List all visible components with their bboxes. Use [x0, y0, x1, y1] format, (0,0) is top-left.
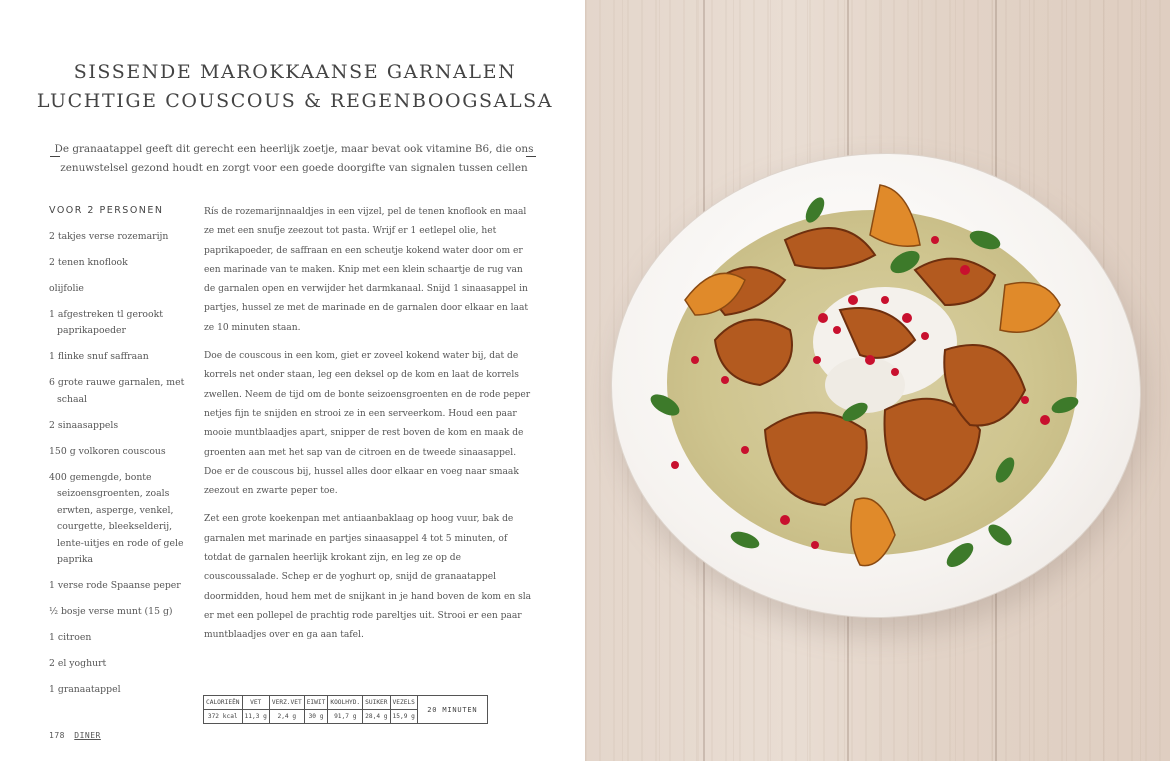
plated-prawn-couscous-icon	[585, 0, 1170, 761]
nutrition-value: 15,9 g	[390, 710, 417, 724]
ingredient-item: 1 granaatappel	[49, 684, 121, 695]
nutrition-header: VERZ.VET	[269, 696, 304, 710]
ingredient-item: ½ bosje verse munt (15 g)	[49, 606, 173, 617]
nutrition-value: 2,4 g	[269, 710, 304, 724]
nutrition-header: SUIKER	[363, 696, 390, 710]
ingredient-item: 6 grote rauwe garnalen, met schaal	[49, 377, 185, 405]
ingredient-item: 2 tenen knoflook	[49, 256, 128, 268]
ingredient-item: 1 verse rode Spaanse peper	[49, 580, 181, 591]
method-step-2: Doe de couscous in een kom, giet er zoveel kokend water bij, dat de korrels net onder staan, leg een deksel op de kom en laat de korrels zwellen. Neem de tijd om de bonte seizoensgroenten en de rode peper netjes fijn te snijden en strooi ze in een serveerkom. Houd een paar mooie muntblaadjes apart, snipper de rest boven de kom en maak de groenten aan met het sap van de citroen en de tweede sinaasappel. Doe er de couscous bij, hussel alles door elkaar en voeg naar smaak zeezout en zwarte peper toe.	[204, 351, 531, 497]
servings-heading: VOOR 2 PERSONEN	[49, 205, 164, 216]
title-line-2: LUCHTIGE COUSCOUS & REGENBOOGSALSA	[36, 90, 554, 112]
intro-dash-right	[526, 156, 536, 157]
ingredient-item: 2 el yoghurt	[49, 658, 107, 669]
ingredient-item: 1 citroen	[49, 632, 92, 643]
nutrition-table	[203, 695, 488, 724]
cooking-time: 20 MINUTEN	[417, 696, 487, 724]
ingredient-item: 150 g volkoren couscous	[49, 445, 166, 457]
nutrition-value: 11,3 g	[242, 710, 269, 724]
nutrition-header-row	[204, 696, 488, 710]
nutrition-header: CALORIEËN	[204, 696, 243, 710]
ingredient-list	[49, 203, 194, 708]
section-name: DINER	[74, 731, 101, 740]
ingredient-item: 1 afgestreken tl gerookt paprikapoeder	[49, 308, 163, 336]
ingredient-item: olijfolie	[49, 282, 84, 294]
method-step-1: Rís de rozemarijnnaaldjes in een vijzel, pel de tenen knoflook en maal ze met een snufje zeezout tot pasta. Wrijf er 1 eetlepel olie, het paprikapoeder, de saffraan en een scheutje kokend water door om er een marinade van te maken. Knip met een klein schaartje de rug van de garnalen open en verwijder het darmkanaal. Snijd 1 sinaasappel in partjes, hussel ze met de marinade en de garnalen door elkaar en laat ze 10 minuten staan.	[204, 207, 529, 333]
nutrition-value: 372 kcal	[204, 710, 243, 724]
ingredient-item: 2 takjes verse rozemarijn	[49, 230, 169, 242]
nutrition-header: VEZELS	[390, 696, 417, 710]
intro-line-2: zenuwstelsel gezond houdt en zorgt voor een goede doorgifte van signalen tussen cellen	[60, 162, 528, 174]
nutrition-header: KOOLHYD.	[328, 696, 363, 710]
nutrition-header: EIWIT	[304, 696, 328, 710]
intro-line-1: De granaatappel geeft dit gerecht een heerlijk zoetje, maar bevat ook vitamine B6, die ons	[54, 143, 534, 155]
ingredient-item: 1 flinke snuf saffraan	[49, 351, 149, 362]
page-number: 178	[49, 731, 65, 740]
recipe-title	[30, 58, 560, 116]
nutrition-value: 91,7 g	[328, 710, 363, 724]
method-step-3: Zet een grote koekenpan met antiaanbaklaag op hoog vuur, bak de garnalen met marinade en partjes sinaasappel 4 tot 5 minuten, of totdat de garnalen heerlijk krokant zijn, en leg ze op de couscoussalade. Schep er de yoghurt op, snijd de granaatappel doormidden, houd hem met de snijkant in je hand boven de kom en sla er met een pollepel de prachtig rode pareltjes uit. Strooi er een paar muntblaadjes over en ga aan tafel.	[204, 514, 532, 641]
nutrition-header: VET	[242, 696, 269, 710]
intro-dash-left	[50, 156, 60, 157]
method-text	[204, 203, 536, 655]
ingredient-item: 400 gemengde, bonte seizoensgroenten, zoals erwten, asperge, venkel, courgette, bleekselderij, lente-uitjes en rode of gele paprika	[49, 471, 184, 565]
ingredient-item: 2 sinaasappels	[49, 419, 119, 431]
title-line-1: SISSENDE MAROKKAANSE GARNALEN	[73, 61, 517, 83]
recipe-intro	[50, 140, 538, 178]
page-footer	[49, 731, 101, 740]
food-photo	[585, 0, 1170, 761]
nutrition-value: 28,4 g	[363, 710, 390, 724]
nutrition-value: 30 g	[304, 710, 328, 724]
